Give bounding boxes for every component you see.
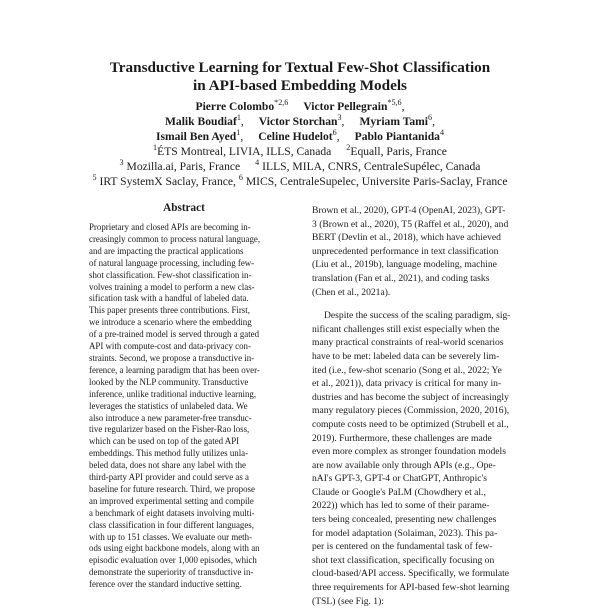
affil-sup: 3 bbox=[119, 158, 124, 168]
abstract-line: embeddings. This method fully utilizes unla- bbox=[89, 448, 249, 459]
author-name: Ismail Ben Ayed bbox=[155, 130, 237, 143]
body-line: have to be met: labeled data can be severely lim- bbox=[312, 350, 500, 362]
abstract-line: creasingly common to process natural language, bbox=[89, 233, 261, 244]
title-line-1: Transductive Learning for Textual Few-Shot Classification bbox=[109, 59, 491, 76]
body-line: Claude or Google's PaLM (Chowdhery et al., bbox=[312, 486, 486, 498]
abstract-line: with up to 151 classes. We evaluate our meth- bbox=[89, 531, 253, 542]
author-sup: 4 bbox=[439, 128, 445, 138]
abstract-line: baseline for future research. Third, we propose bbox=[89, 483, 255, 494]
abstract-line: API with compute-cost and data-privacy con- bbox=[89, 341, 251, 352]
abstract-line: of a pre-trained model is served through a gated bbox=[89, 329, 260, 340]
body-line: 3 (Brown et al., 2020), T5 (Raffel et al., 2020), and bbox=[312, 218, 509, 230]
author-name: Victor Storchan bbox=[258, 115, 338, 128]
abstract-line: beled data, does not share any label with the bbox=[89, 460, 246, 471]
abstract-line: we introduce a scenario where the embedding bbox=[89, 317, 252, 328]
body-line: (Liu et al., 2019b), language modeling, machine bbox=[312, 259, 497, 271]
intro-paragraph-2 bbox=[312, 309, 517, 608]
body-line: compute costs need to be optimized (Strubell et al., bbox=[312, 418, 509, 430]
abstract-line: also introduce a new parameter-free transduc- bbox=[89, 412, 252, 423]
title-line-2: in API-based Embedding Models bbox=[193, 77, 407, 94]
abstract-line: looked by the NLP community. Transductive bbox=[89, 376, 249, 387]
affiliation-line-1 bbox=[0, 144, 600, 159]
body-line: many regulatory pieces (Commission, 2020, 2016), bbox=[312, 405, 510, 417]
body-line: nificant challenges still exist especially when the bbox=[312, 323, 500, 335]
abstract-line: class classification in four different languages, bbox=[89, 519, 254, 530]
body-line: shot text classification, specifically focusing on bbox=[312, 554, 495, 566]
body-line: ited (i.e., few-shot scenario (Song et al., 2022; Ye bbox=[312, 364, 502, 376]
body-line: (TSL) (see Fig. 1): bbox=[312, 595, 384, 607]
affil-sup: 5 bbox=[92, 173, 97, 183]
affil-sup: 4 bbox=[255, 158, 260, 168]
affiliation-line-3 bbox=[0, 174, 600, 189]
abstract-line: of natural language processing, including few- bbox=[89, 257, 255, 268]
author-name: Malik Boudiaf bbox=[164, 115, 237, 128]
body-line: 2022)) which has led to some of their parame- bbox=[312, 500, 490, 512]
abstract-line: This paper presents three contributions. First, bbox=[89, 305, 250, 316]
affil-sup: 6 bbox=[238, 173, 243, 183]
abstract-line: third-party API provider and could serve as a bbox=[89, 472, 249, 483]
author-sup: *2,6 bbox=[274, 98, 289, 108]
author-sup: 6 bbox=[332, 128, 337, 138]
abstract-line: tive regularizer based on the Fisher-Rao loss, bbox=[89, 424, 250, 435]
abstract-line: episodic evaluation over 1,000 episodes, which bbox=[89, 555, 257, 566]
body-line: translation (Fan et al., 2021), and coding tasks bbox=[312, 272, 490, 284]
abstract-heading: Abstract bbox=[163, 202, 205, 214]
abstract-line: volves training a model to perform a new clas- bbox=[89, 281, 255, 292]
abstract-line: an improved experimental setting and compile bbox=[89, 495, 254, 506]
author-line-1: Pierre Colombo$^{*2,6}$ Victor Pellegrain$^{*5,6}$, bbox=[195, 98, 405, 113]
body-line: Brown et al., 2020), GPT-4 (OpenAI, 2023), GPT- bbox=[312, 205, 506, 216]
author-sup: 3 bbox=[337, 113, 342, 123]
intro-paragraph-1 bbox=[312, 204, 517, 299]
abstract-line: sification task with a handful of labeled data. bbox=[89, 293, 249, 304]
author-name: Victor Pellegrain bbox=[303, 100, 388, 113]
author-sup: 1 bbox=[236, 128, 241, 138]
intro-column bbox=[312, 204, 517, 608]
author-name: Pablo Piantanida bbox=[354, 130, 440, 143]
abstract-line: demonstrate the superiority of transductive in- bbox=[89, 567, 254, 578]
body-line: unprecedented performance in text classification bbox=[312, 245, 499, 257]
author-sup: 1 bbox=[236, 113, 241, 123]
body-line: 2019). Furthermore, these challenges are made bbox=[312, 432, 492, 444]
abstract-line: shot classification. Few-shot classification in- bbox=[89, 269, 252, 280]
affiliation: IRT SystemX Saclay, France, bbox=[99, 175, 236, 188]
abstract-line: which can be used on top of the gated API bbox=[89, 436, 240, 447]
body-line: for model adaptation (Solaiman, 2023). This pa- bbox=[312, 527, 498, 539]
body-line: et al., 2021)), data privacy is critical for many in- bbox=[312, 378, 502, 390]
body-line: dustries and has become the subject of increasingly bbox=[312, 391, 509, 403]
affiliation: Mozilla.ai, Paris, France bbox=[126, 160, 241, 173]
author-name: Pierre Colombo bbox=[195, 100, 275, 113]
abstract-line: ods using eight backbone models, along with an bbox=[89, 543, 260, 554]
author-name: Myriam Tami bbox=[359, 115, 429, 128]
abstract-line: ference over the standard inductive setting. bbox=[89, 579, 242, 590]
affiliation: MICS, CentraleSupelec, Universite Paris-Saclay, France bbox=[245, 175, 508, 188]
abstract-line: a benchmark of eight datasets involving multi- bbox=[89, 507, 255, 518]
author-block bbox=[0, 99, 600, 189]
body-line: (Chen et al., 2021a). bbox=[312, 286, 391, 298]
body-line: many practical constraints of real-world scenarios bbox=[312, 337, 504, 349]
body-line: BERT (Devlin et al., 2018), which have achieved bbox=[312, 232, 501, 244]
body-line: ters being concealed, presenting new challenges bbox=[312, 514, 497, 526]
abstract-line: Proprietary and closed APIs are becoming in- bbox=[89, 222, 251, 232]
author-name: Celine Hudelot bbox=[258, 130, 333, 143]
author-line-2: Malik Boudiaf$^1$, Victor Storchan$^3$, Myriam Tami$^6$, bbox=[164, 113, 436, 128]
body-line: Despite the success of the scaling paradigm, sig- bbox=[324, 310, 511, 322]
body-line: even more complex as stronger foundation models bbox=[312, 446, 506, 458]
author-sup: 6 bbox=[428, 113, 433, 123]
body-line: cloud-based/API access. Specifically, we formulate bbox=[312, 568, 510, 580]
author-sup: *5,6 bbox=[387, 98, 402, 108]
paper-title bbox=[0, 59, 600, 95]
abstract-line: straints. Second, we propose a transductive in- bbox=[89, 352, 255, 363]
body-line: three requirements for API-based few-shot learning bbox=[312, 582, 510, 594]
affiliation-line-2 bbox=[0, 159, 600, 174]
body-line: nAI's GPT-3, GPT-4 or ChatGPT, Anthropic's bbox=[312, 473, 487, 485]
body-line: are now available only through APIs (e.g., Ope- bbox=[312, 459, 496, 471]
affiliation: Equall, Paris, France bbox=[350, 145, 447, 158]
abstract-body bbox=[89, 222, 279, 591]
affiliation: ÉTS Montreal, LIVIA, ILLS, Canada bbox=[157, 145, 332, 158]
abstract-line: leverages the statistics of unlabeled data. We bbox=[89, 400, 248, 411]
abstract-line: ference, a learning paradigm that has been over- bbox=[89, 364, 260, 375]
author-line-3: Ismail Ben Ayed$^1$, Celine Hudelot$^6$, Pablo Piantanida$^4$ bbox=[155, 128, 445, 143]
affil-sup: 1 bbox=[153, 143, 158, 153]
body-line: per is centered on the fundamental task of few- bbox=[312, 541, 493, 553]
abstract-column bbox=[89, 202, 279, 591]
abstract-line: and are impacting the practical applications bbox=[89, 245, 244, 256]
abstract-line: inference, unlike traditional inductive learning, bbox=[89, 388, 257, 399]
affiliation: ILLS, MILA, CNRS, CentraleSupélec, Canada bbox=[262, 160, 481, 173]
affil-sup: 2 bbox=[346, 143, 351, 153]
